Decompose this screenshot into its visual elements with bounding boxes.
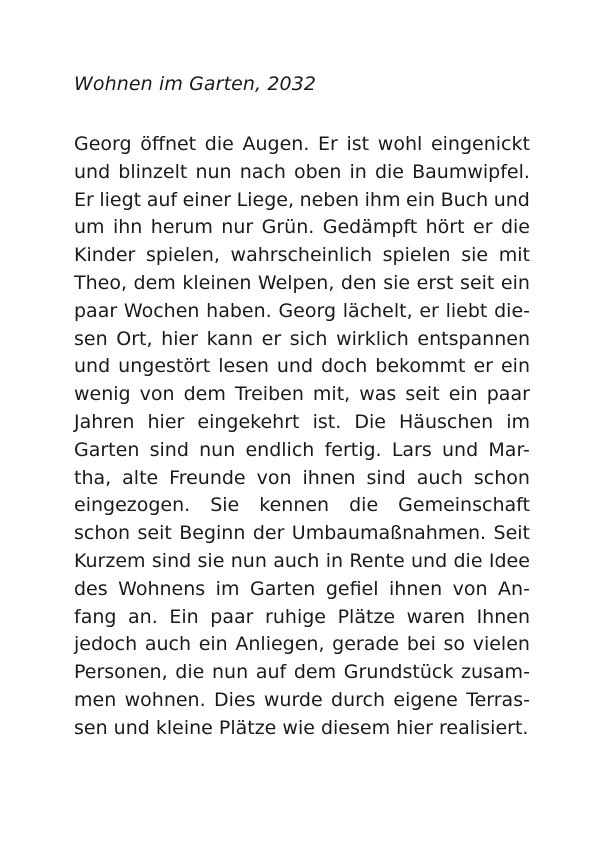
text-line: Er liegt auf einer Liege, neben ihm ein Buch und — [74, 188, 530, 211]
text-line: Kinder spielen, wahrscheinlich spielen sie mit — [74, 244, 530, 267]
text-line: und blinzelt nun nach oben in die Baumwipfel. — [74, 160, 530, 183]
body-paragraph — [74, 131, 530, 743]
text-line: des Wohnens im Garten gefiel ihnen von An- — [74, 577, 530, 600]
text-line: Personen, die nun auf dem Grundstück zusam- — [74, 661, 530, 684]
text-line: jedoch auch ein Anliegen, gerade bei so vielen — [74, 633, 530, 656]
text-line: paar Wochen haben. Georg lächelt, er liebt die- — [74, 299, 530, 322]
text-line: Theo, dem kleinen Welpen, den sie erst seit ein — [74, 271, 530, 294]
text-line: Kurzem sind sie nun auch in Rente und die Idee — [74, 549, 530, 572]
text-line: eingezogen. Sie kennen die Gemeinschaft — [74, 494, 530, 517]
text-line: Georg öffnet die Augen. Er ist wohl eingenickt — [74, 133, 530, 155]
text-line: Jahren hier eingekehrt ist. Die Häuschen im — [74, 410, 530, 433]
text-line: Garten sind nun endlich fertig. Lars und Mar- — [74, 438, 530, 461]
text-line: sen Ort, hier kann er sich wirklich entspannen — [74, 327, 530, 350]
text-line: wenig von dem Treiben mit, was seit ein paar — [74, 383, 530, 406]
page-title: Wohnen im Garten, 2032 — [74, 73, 317, 95]
text-line: fang an. Ein paar ruhige Plätze waren Ihnen — [74, 605, 530, 628]
text-line: schon seit Beginn der Umbaumaßnahmen. Seit — [74, 522, 530, 545]
text-line: tha, alte Freunde von ihnen sind auch schon — [74, 466, 530, 489]
text-line: um ihn herum nur Grün. Gedämpft hört er die — [74, 216, 530, 239]
text-line: sen und kleine Plätze wie diesem hier realisiert. — [74, 716, 529, 739]
text-line: men wohnen. Dies wurde durch eigene Terras- — [74, 688, 530, 711]
text-line: und ungestört lesen und doch bekommt er ein — [74, 355, 530, 378]
